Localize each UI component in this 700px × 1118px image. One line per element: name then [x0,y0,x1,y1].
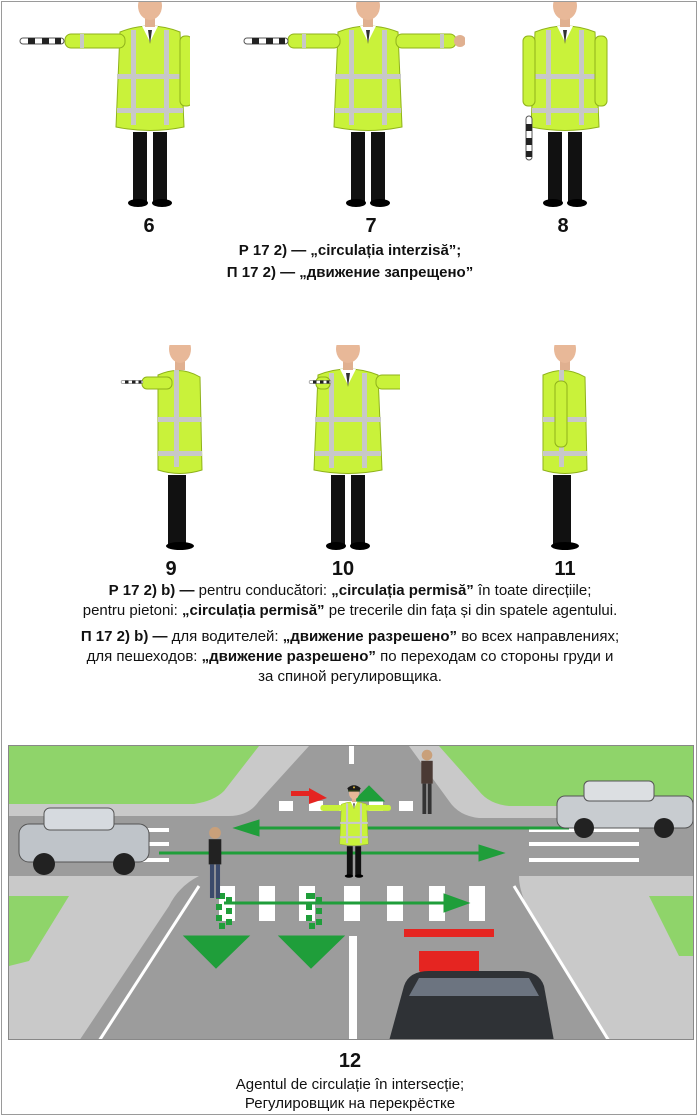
officer-figure-7 [240,2,465,207]
caption-middle-ru-line3: за спиной регулировщика. [258,668,442,685]
figure-number-12: 12 [338,1050,362,1072]
figure-number-6: 6 [143,215,155,237]
figure-number-10: 10 [331,558,355,580]
officer-figure-11 [515,345,615,550]
caption-scene-ru: Регулировщик на перекрёстке [244,1095,456,1112]
figure-number-11: 11 [554,558,576,580]
caption-top-ro: Р 17 2) — „circulația interzisă”; [238,242,462,259]
officer-figure-6 [15,2,190,207]
figure-number-9: 9 [165,558,177,580]
officer-figure-10 [300,345,400,550]
officer-figure-9 [120,345,220,550]
figure-number-8: 8 [557,215,569,237]
caption-scene-ro: Agentul de circulație în intersecție; [235,1076,465,1093]
caption-middle-ru-line1: П 17 2) b) — для водителей: „движение разрешено” во всех направлениях; [80,628,620,645]
caption-middle-ro-line2: pentru pietoni: „circulația permisă” pe trecerile din fața și din spatele agentului. [82,602,618,619]
figure-number-7: 7 [365,215,377,237]
officer-figure-8 [515,2,615,207]
caption-middle-ro-line1: Р 17 2) b) — pentru conducători: „circulația permisă” în toate direcțiile; [108,582,592,599]
intersection-illustration [8,745,694,1040]
caption-top-ru: П 17 2) — „движение запрещено” [226,264,474,281]
caption-middle-ru-line2: для пешеходов: „движение разрешено” по переходам со стороны груди и [86,648,614,665]
